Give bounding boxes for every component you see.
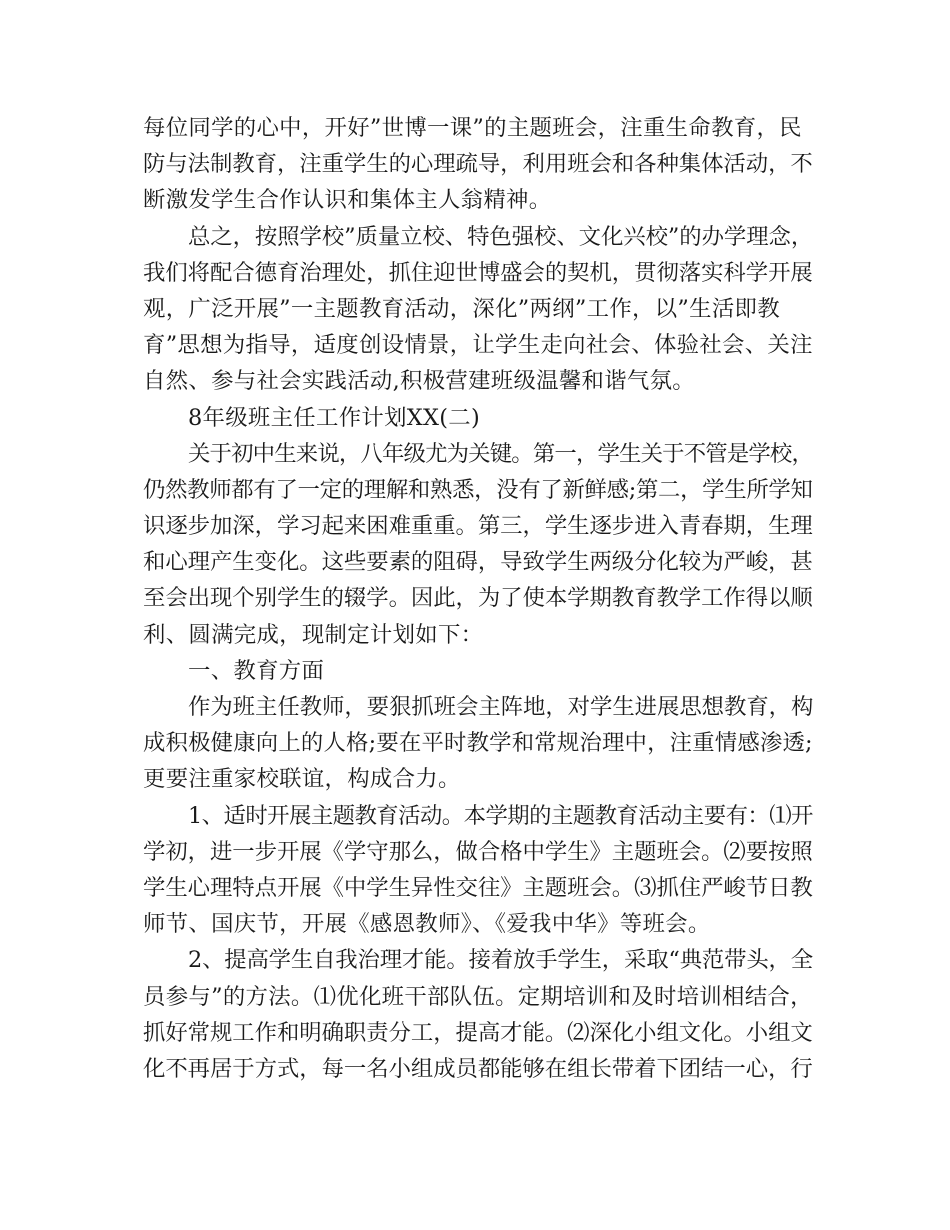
- text-line: 每位同学的心中，开好”世博一课”的主题班会，注重生命教育，民: [143, 115, 802, 141]
- text-line: 成积极健康向上的人格;要在平时教学和常规治理中，注重情感渗透;: [143, 730, 813, 757]
- text-line: 和心理产生变化。这些要素的阻碍，导致学生两级分化较为严峻，甚: [143, 549, 813, 576]
- text-line: 1、适时开展主题教育活动。本学期的主题教育活动主要有：⑴开: [188, 802, 813, 829]
- text-line: 作为班主任教师，要狠抓班会主阵地，对学生进展思想教育，构: [188, 694, 814, 720]
- text-line: 员参与”的方法。⑴优化班干部队伍。定期培训和及时培训相结合，: [143, 983, 813, 1010]
- text-line: 自然、参与社会实践活动,积极营建班级温馨和谐气氛。: [143, 368, 695, 395]
- text-line: 利、圆满完成，现制定计划如下：: [143, 621, 484, 648]
- text-line: 总之，按照学校”质量立校、特色强校、文化兴校”的办学理念，: [188, 223, 814, 250]
- text-line: 断激发学生合作认识和集体主人翁精神。: [143, 187, 552, 214]
- text-line: 学生心理特点开展《中学生异性交往》主题班会。⑶抓住严峻节日教: [143, 874, 813, 901]
- text-line: 学初，进一步开展《学守那么，做合格中学生》主题班会。⑵要按照: [143, 838, 813, 865]
- text-line: 观，广泛开展”一主题教育活动，深化”两纲”工作，以”生活即教: [143, 295, 780, 322]
- text-line: 育”思想为指导，适度创设情景，让学生走向社会、体验社会、关注: [143, 332, 813, 359]
- text-line: 一、教育方面: [188, 657, 325, 684]
- text-line: 2、提高学生自我治理才能。接着放手学生，采取“典范带头，全: [188, 947, 813, 974]
- text-line: 我们将配合德育治理处，抓住迎世博盛会的契机，贯彻落实科学开展: [143, 259, 813, 286]
- text-line: 8年级班主任工作计划XX(二): [188, 404, 481, 431]
- text-line: 更要注重家校联谊，构成合力。: [143, 766, 461, 793]
- text-line: 至会出现个别学生的辍学。因此，为了使本学期教育教学工作得以顺: [143, 585, 813, 612]
- text-line: 化不再居于方式，每一名小组成员都能够在组长带着下团结一心，行: [143, 1055, 813, 1082]
- text-line: 识逐步加深，学习起来困难重重。第三，学生逐步进入青春期，生理: [143, 513, 813, 540]
- text-line: 防与法制教育，注重学生的心理疏导，利用班会和各种集体活动，不: [143, 151, 813, 178]
- text-line: 仍然教师都有了一定的理解和熟悉，没有了新鲜感;第二，学生所学知: [143, 476, 813, 503]
- text-line: 关于初中生来说，八年级尤为关键。第一，学生关于不管是学校，: [188, 440, 814, 467]
- text-line: 师节、国庆节，开展《感恩教师》、《爱我中华》等班会。: [143, 911, 711, 938]
- document-body: [143, 110, 813, 1087]
- text-line: 抓好常规工作和明确职责分工，提高才能。⑵深化小组文化。小组文: [143, 1019, 813, 1046]
